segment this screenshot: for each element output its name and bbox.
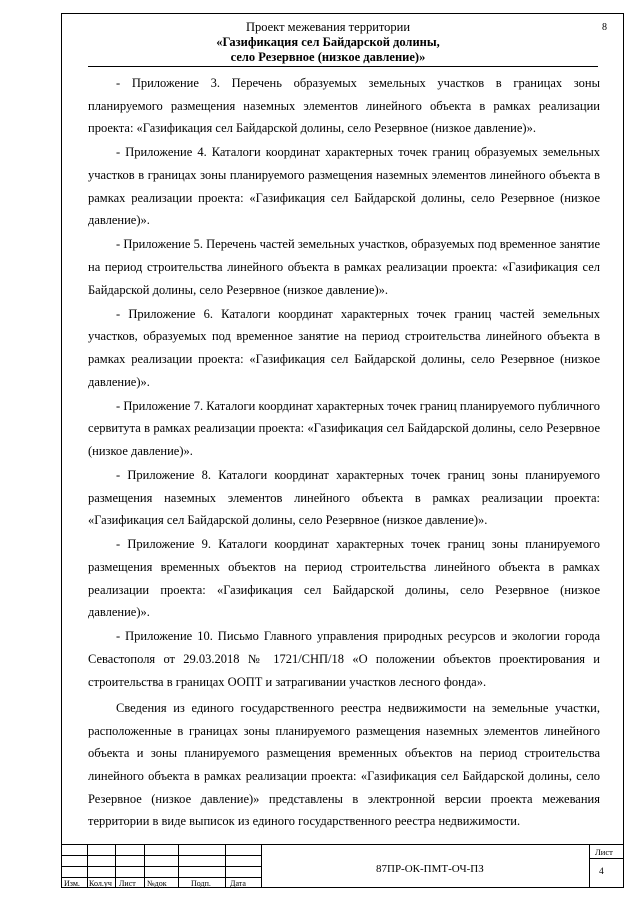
paragraph-appendix-9: - Приложение 9. Каталоги координат характерных точек границ зоны планируемого размещения временных объектов на период строительства линейного объекта в рамках реализации проекта: «Газификация сел Байдарской долины, село Резервное (низкое давление)». [88,537,600,620]
paragraph-appendix-8: - Приложение 8. Каталоги координат характерных точек границ зоны планируемого размещения наземных элементов линейного объекта в рамках реализации проекта: «Газификация сел Байдарской долины, село Резервное (низкое давление)». [88,468,600,528]
header-rule [88,66,598,67]
title-block-top-border [61,844,624,845]
header-line-3: село Резервное (низкое давление)» [230,50,426,64]
label-podp: Подп. [191,879,211,888]
paragraph-appendix-4: - Приложение 4. Каталоги координат характерных точек границ образуемых земельных участков в границах зоны планируемого размещения наземных элементов линейного объекта в рамках реализации проекта: «Газификация сел Байдарской долины, село Резервное (низкое давление)». [88,145,600,228]
sheet-label: Лист [595,847,613,857]
revision-row-line [61,877,261,878]
page-number: 8 [602,22,607,33]
document-code: 87ПР-ОК-ПМТ-ОЧ-ПЗ [376,863,484,875]
document-body [88,72,600,834]
revision-col-line [225,844,226,888]
sheet-number: 4 [599,867,604,877]
label-data: Дата [230,879,246,888]
revision-col-line [87,844,88,888]
paragraph-appendix-3: - Приложение 3. Перечень образуемых земельных участков в границах зоны планируемого размещения наземных элементов линейного объекта в рамках реализации проекта: «Газификация сел Байдарской долины, село Резервное (низкое давление)». [88,76,600,136]
sheet-cell-divider [589,858,624,859]
revision-row-line [61,855,261,856]
sheet-cell-line [589,844,590,888]
label-ndok: №док [147,879,167,888]
revision-row-line [61,866,261,867]
revision-col-line [261,844,262,888]
paragraph-appendix-10: - Приложение 10. Письмо Главного управления природных ресурсов и экологии города Севастополя от 29.03.2018 № 1721/СНП/18 «О положении объектов проектирования и строительства в границах ООПТ и затрагивании участков лесного фонда». [88,629,600,689]
paragraph-appendix-5: - Приложение 5. Перечень частей земельных участков, образуемых под временное занятие на период строительства линейного объекта в рамках реализации проекта: «Газификация сел Байдарской долины, село Резервное (низкое давление)». [88,237,600,297]
header-line-2: «Газификация сел Байдарской долины, [216,35,440,49]
header-line-1: Проект межевания территории [245,20,411,34]
title-block [61,844,624,888]
paragraph-appendix-6: - Приложение 6. Каталоги координат характерных точек границ частей земельных участков, образуемых под временное занятие на период строительства линейного объекта в рамках реализации проекта: «Газификация сел Байдарской долины, село Резервное (низкое давление)». [88,306,600,389]
paragraph-appendix-7: - Приложение 7. Каталоги координат характерных точек границ планируемого публичного сервитута в рамках реализации проекта: «Газификация сел Байдарской долины, село Резервное (низкое давление)». [88,398,600,458]
revision-col-line [115,844,116,888]
revision-col-line [178,844,179,888]
revision-col-line [144,844,145,888]
document-header [88,20,568,65]
paragraph-egrn-info: Сведения из единого государственного реестра недвижимости на земельные участки, расположенные в границах зоны планируемого размещения наземных элементов линейного объекта и зоны планируемого размещения временных объектов на период строительства линейного объекта в рамках реализации проекта: «Газификация сел Байдарской долины, село Резервное (низкое давление)» представлены в электронной версии проекта межевания территории в виде выписок из единого государственного реестра недвижимости. [88,701,600,829]
label-kol-uch: Кол.уч [89,879,112,888]
label-izm: Изм. [64,879,80,888]
label-list: Лист [119,879,136,888]
